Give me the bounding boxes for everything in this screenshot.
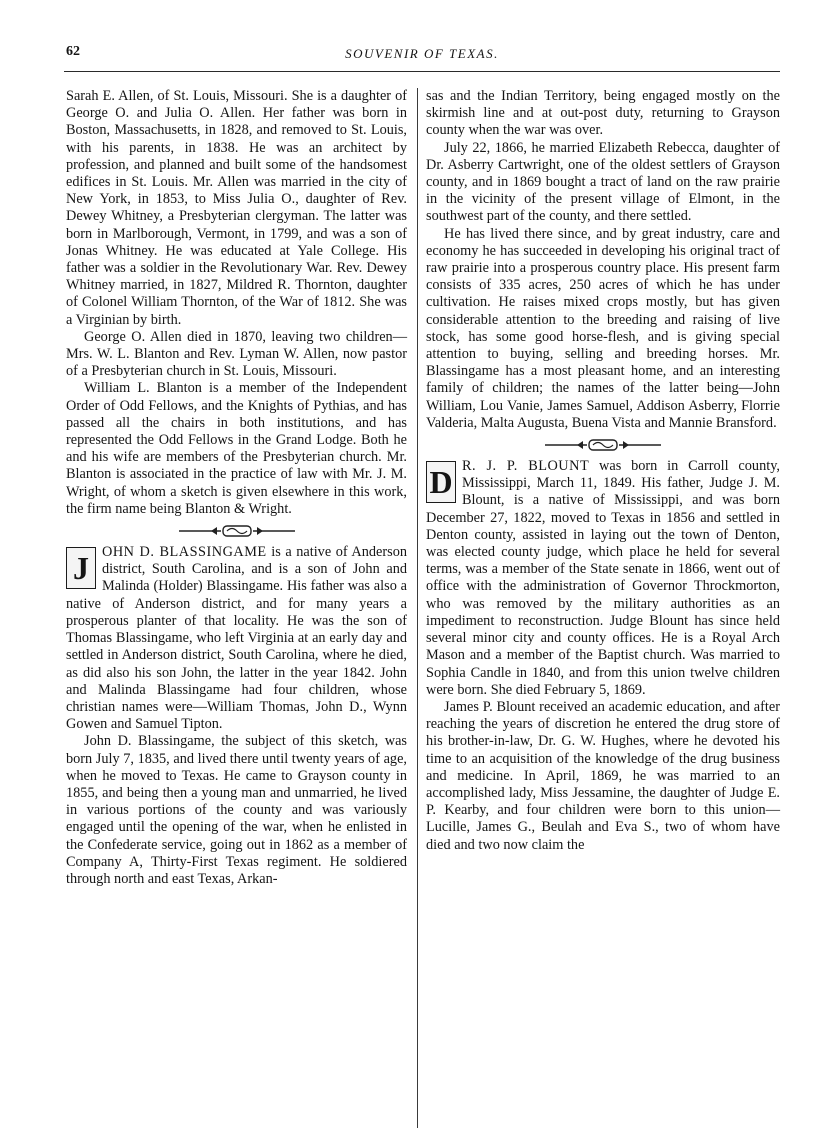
paragraph-blanton-membership: William L. Blanton is a member of the Independent Order of Odd Fellows, and the Knights of Pythias, and has passed all the chairs in both institutions, and has represented the Odd Fellows in the Grand Lodge. Both he and his wife are members of the Presbyterian church. Mr. Blanton is associated in the practice of law with Mr. J. M. Wright, of whom a sketch is given elsewhere in this work, the firm name being Blanton & Wright. [66,380,407,517]
blount-name-caps: R. J. P. BLOUNT [462,458,590,475]
paragraph-war-service: sas and the Indian Territory, being engaged mostly on the skirmish line and at out-post duty, returning to Grayson county when the war was over. [426,88,780,139]
section-blount-intro [426,458,780,699]
paragraph-blassingame-biography: John D. Blassingame, the subject of this sketch, was born July 7, 1835, and lived there until twenty years of age, when he moved to Texas. He came to Grayson county in 1855, and being then a young man and unmarried, he lived in various portions of the county and was variously engaged until the opening of the war, when he enlisted in the Confederate service, going out in 1862 as a member of Company A, Thirty-First Texas regiment. He soldiered through north and east Texas, Arkan- [66,733,407,887]
ornamental-divider [426,435,780,455]
running-title: SOUVENIR OF TEXAS. [345,46,499,61]
right-column [426,88,780,854]
dropcap-j: J [66,547,96,589]
blassingame-name-caps: OHN D. BLASSINGAME [102,544,267,561]
paragraph-james-blount: James P. Blount received an academic education, and after reaching the years of discretion he entered the drug store of his brother-in-law, Dr. G. W. Hughes, where he devoted his time to an acquisition of the knowledge of the drug business and medicine. In April, 1869, he was married to an accomplished lady, Miss Jessamine, the daughter of Judge E. P. Kearby, and four children were born to this union—Lucille, James G., Beulah and Eva S., two of whom have died and two now claim the [426,698,780,853]
dropcap-d: D [426,461,456,503]
page-header [66,44,778,66]
ornamental-divider [66,521,407,541]
blassingame-intro-text: is a native of Anderson district, South Carolina, and is a son of John and Malinda (Holder) Blassingame. His father was also a native of Anderson district, and for many years a prosperous planter of that locality. He was the son of Thomas Blassingame, who left Virginia at an early day and settled in Anderson district, South Carolina, where he died, as did also his son John, the latter in the year 1842. John and Malinda Blassingame had four children, whose christian names were—William Thomas, John D., Wynn Gowen and Samuel Tipton. [66,544,407,733]
ornament-icon [543,438,663,452]
column-rule [417,88,418,1128]
header-rule [64,71,780,72]
paragraph-farm: He has lived there since, and by great industry, care and economy he has succeeded in developing his original tract of raw prairie into a prosperous country place. His present farm consists of 335 acres, 250 acres of which he has under cultivation. He raises mixed crops mostly, but has given considerable attention to the breeding and raising of live stock, has some good horse-flesh, and is giving special attention to buying, selling and breeding horses. Mr. Blassingame has a most pleasant home, and an interesting family of children; the names of the latter being—John William, Lou Vanie, James Samuel, Addison Asberry, Florrie Valderia, Malta Augusta, Buena Vista and Mannie Bransford. [426,225,780,431]
ornament-icon [177,524,297,538]
page-number: 62 [66,44,80,59]
paragraph-george-allen-death: George O. Allen died in 1870, leaving two children—Mrs. W. L. Blanton and Rev. Lyman W. Allen, now pastor of a Presbyterian church in St. Louis, Missouri. [66,328,407,380]
paragraph-allen-family: Sarah E. Allen, of St. Louis, Missouri. She is a daughter of George O. and Julia O. Allen. Her father was born in Boston, Massachusetts, in 1828, and removed to St. Louis, with his parents, in 1838. He was an architect by profession, and planned and built some of the handsomest edifices in St. Louis. Mr. Allen was married in the city of New York, in 1853, to Miss Julia O., daughter of Rev. Dewey Whitney, a Presbyterian clergyman. The latter was born in Marlborough, Vermont, in 1799, and was a son of Jonas Whitney. He was educated at Yale College. His father was a soldier in the Revolutionary War. Rev. Dewey Whitney married, in 1827, Mildred R. Thornton, daughter of Colonel William Thornton, of the War of 1812. She was a Virginian by birth. [66,88,407,328]
paragraph-marriage: July 22, 1866, he married Elizabeth Rebecca, daughter of Dr. Asberry Cartwright, one of the oldest settlers of Grayson county, and in 1869 bought a tract of land on the raw prairie in the vicinity of the present village of Elmont, in the southwest part of the county, and there settled. [426,139,780,225]
left-column [66,88,407,888]
section-blassingame-intro [66,544,407,733]
blount-intro-text: was born in Carroll county, Mississippi, March 11, 1849. His father, Judge J. M. Blount, is a native of Mississippi, and was born December 27, 1822, moved to Texas in 1856 and settled in Denton county, assisted in laying out the town of Denton, was elected county judge, which place he held for several terms, was a member of the State senate in 1866, went out of office with the administration of Governor Throckmorton, who was removed by the military authorities as an impediment to reconstruction. Judge Blount has since held several minor city and county offices. He is a Royal Arch Mason and a member of the Baptist church. Was married to Sophia Candle in 1840, and from this union twelve children were born. She died February 5, 1869. [426,458,780,698]
